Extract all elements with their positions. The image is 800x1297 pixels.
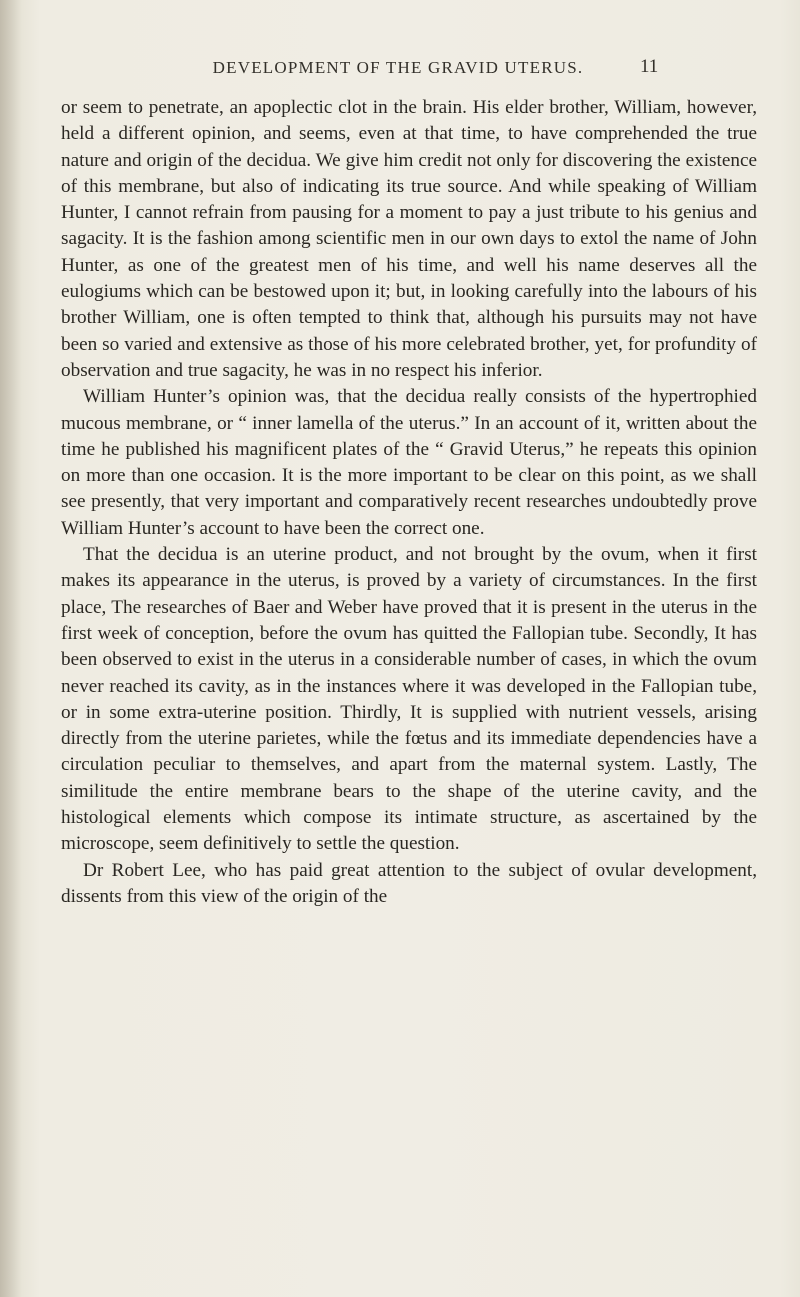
body-text bbox=[61, 95, 757, 910]
binding-gutter-shadow bbox=[0, 0, 22, 1297]
paragraph: or seem to penetrate, an apoplectic clot in the brain. His elder brother, William, however, held a different opinion, and seems, even at that time, to have comprehended the true nature and origin of the decidua. We give him credit not only for discovering the existence of this membrane, but also of indicating its true source. And while speaking of William Hunter, I cannot refrain from pausing for a moment to pay a just tribute to his genius and sagacity. It is the fashion among scientific men in our own days to extol the name of John Hunter, as one of the greatest men of his time, and well his name deserves all the eulogiums which can be bestowed upon it; but, in looking carefully into the labours of his brother William, one is often tempted to think that, although his pursuits may not have been so varied and extensive as those of his more celebrated brother, yet, for profundity of observation and true sagacity, he was in no respect his inferior. bbox=[61, 97, 757, 381]
paragraph: That the decidua is an uterine product, and not brought by the ovum, when it first makes its appearance in the uterus, is proved by a variety of circumstances. In the first place, The researches of Baer and Weber have proved that it is present in the uterus in the first week of conception, before the ovum has quitted the Fallopian tube. Secondly, It has been observed to exist in the uterus in a considerable number of cases, in which the ovum never reached its cavity, as in the instances where it was developed in the Fallopian tube, or in some extra-uterine position. Thirdly, It is supplied with nutrient vessels, arising directly from the uterine parietes, while the fœtus and its immediate dependencies have a circulation peculiar to themselves, and apart from the maternal system. Lastly, The similitude the entire membrane bears to the shape of the uterine cavity, and the histological elements which compose its intimate structure, as ascertained by the microscope, seem definitively to settle the question. bbox=[61, 544, 757, 855]
running-title: DEVELOPMENT OF THE GRAVID UTERUS. bbox=[212, 58, 584, 77]
paragraph: Dr Robert Lee, who has paid great attention to the subject of ovular development, dissents from this view of the origin of the bbox=[61, 859, 757, 907]
paragraph: William Hunter’s opinion was, that the decidua really consists of the hypertrophied mucous membrane, or “ inner lamella of the uterus.” In an account of it, written about the time he published his magnificent plates of the “ Gravid Uterus,” he repeats this opinion on more than one occasion. It is the more important to be clear on this point, as we shall see presently, that very important and comparatively recent researches undoubtedly prove William Hunter’s account to have been the correct one. bbox=[61, 386, 757, 539]
page-number: 11 bbox=[640, 56, 659, 77]
